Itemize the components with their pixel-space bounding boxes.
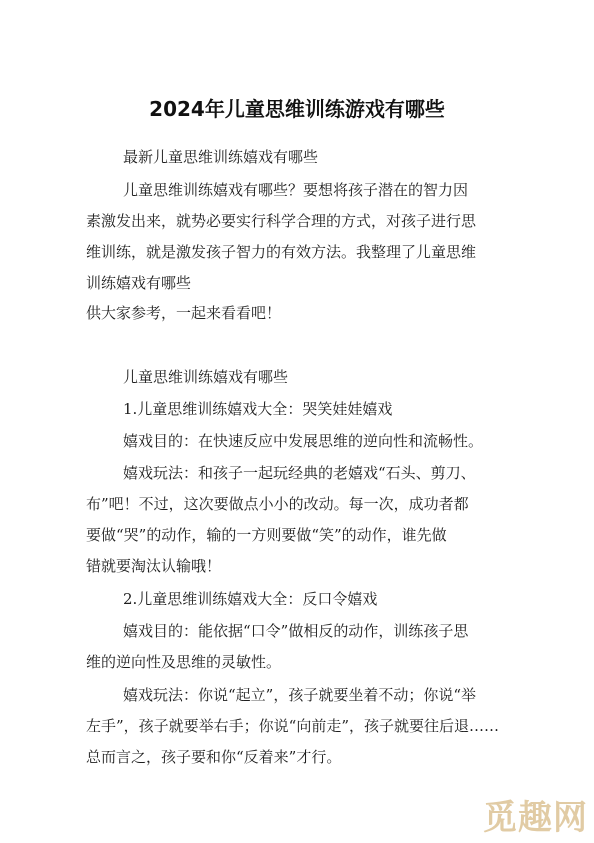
body-line: 总而言之，孩子要和你“反着来”才行。: [86, 748, 342, 766]
body-line: 嬉戏目的：在快速反应中发展思维的逆向性和流畅性。: [123, 432, 484, 450]
body-line: 布”吧！不过，这次要做点小小的改动。每一次，成功者都: [86, 495, 469, 513]
game-heading: 2.儿童思维训练嬉戏大全：反口令嬉戏: [123, 590, 378, 608]
body-line: 要做“哭”的动作，输的一方则要做“笑”的动作，谁先做: [86, 526, 447, 544]
body-line: 维的逆向性及思维的灵敏性。: [86, 653, 282, 671]
body-line: 嬉戏玩法：你说“起立”，孩子就要坐着不动；你说“举: [123, 686, 477, 704]
body-line: 素激发出来，就势必要实行科学合理的方式，对孩子进行思: [86, 212, 477, 230]
body-line: 嬉戏目的：能依据“口令”做相反的动作，训练孩子思: [123, 622, 469, 640]
body-line: 错就要淘汰认输哦！: [86, 557, 222, 575]
body-line: 训练嬉戏有哪些: [86, 274, 192, 292]
body-line: 维训练，就是激发孩子智力的有效方法。我整理了儿童思维: [86, 243, 477, 261]
page-title: 2024年儿童思维训练游戏有哪些: [149, 97, 445, 121]
body-line: 最新儿童思维训练嬉戏有哪些: [123, 148, 319, 166]
body-line: 嬉戏玩法：和孩子一起玩经典的老嬉戏“石头、剪刀、: [123, 464, 476, 482]
body-line: 儿童思维训练嬉戏有哪些？要想将孩子潜在的智力因: [123, 181, 469, 199]
watermark-logo: 觅趣网: [483, 798, 588, 838]
game-heading: 1.儿童思维训练嬉戏大全：哭笑娃娃嬉戏: [123, 400, 393, 418]
section-heading: 儿童思维训练嬉戏有哪些: [123, 368, 289, 386]
body-line: 左手”，孩子就要举右手；你说“向前走”，孩子就要往后退……: [86, 717, 500, 735]
body-line: 供大家参考，一起来看看吧！: [86, 304, 282, 322]
